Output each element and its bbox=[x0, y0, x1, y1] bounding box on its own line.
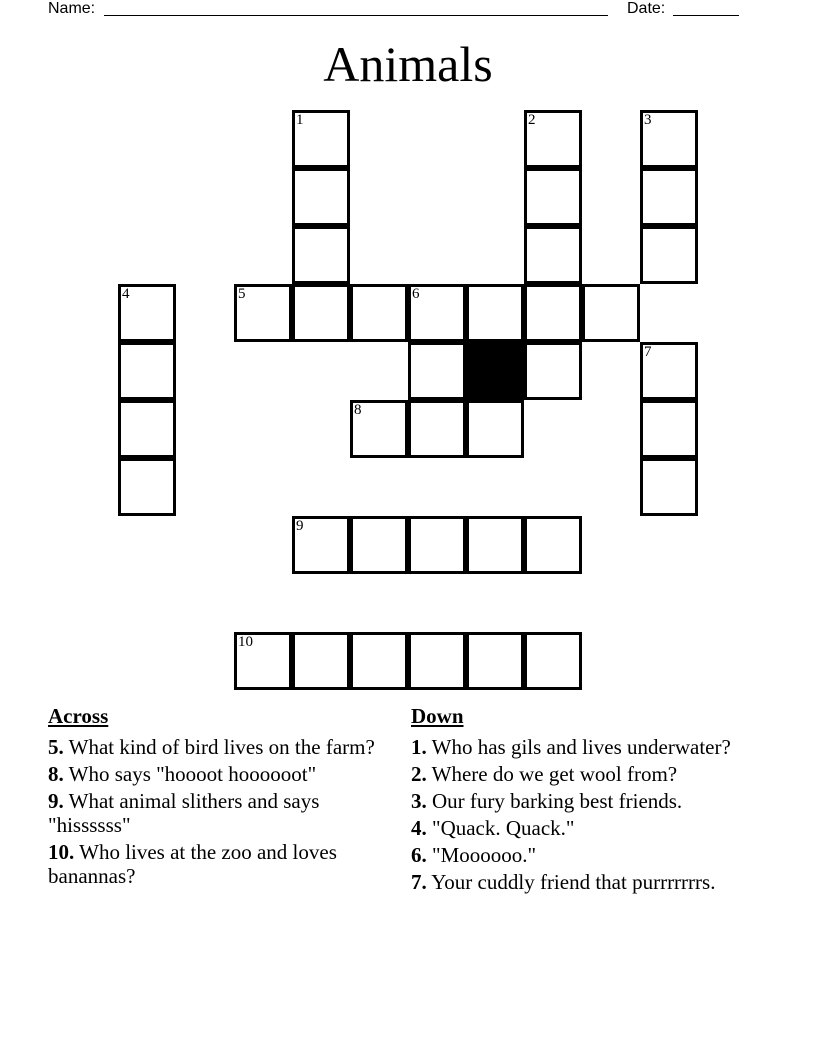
grid-cell[interactable] bbox=[524, 516, 582, 574]
clue-text: Our fury barking best friends. bbox=[432, 789, 683, 813]
grid-cell[interactable] bbox=[234, 284, 292, 342]
grid-cell[interactable] bbox=[524, 342, 582, 400]
clue-number: 3. bbox=[411, 789, 427, 813]
grid-cell[interactable] bbox=[292, 168, 350, 226]
grid-cell[interactable] bbox=[640, 342, 698, 400]
clue-text: Who lives at the zoo and loves banannas? bbox=[48, 840, 337, 888]
down-clue bbox=[411, 735, 761, 759]
clue-number: 4. bbox=[411, 816, 427, 840]
clue-number: 7. bbox=[411, 870, 427, 894]
clue-text: "Moooooo." bbox=[432, 843, 537, 867]
grid-cell[interactable] bbox=[292, 516, 350, 574]
grid-cell[interactable] bbox=[466, 632, 524, 690]
cell-number: 7 bbox=[644, 344, 652, 360]
cell-number: 3 bbox=[644, 112, 652, 128]
cell-number: 9 bbox=[296, 518, 304, 534]
grid-cell[interactable] bbox=[292, 226, 350, 284]
clue-text: Who says "hoooot hoooooot" bbox=[68, 762, 317, 786]
grid-cell[interactable] bbox=[466, 516, 524, 574]
across-clue bbox=[48, 762, 383, 786]
cell-number: 8 bbox=[354, 402, 362, 418]
across-clue bbox=[48, 789, 383, 837]
grid-cell[interactable] bbox=[466, 400, 524, 458]
grid-cell[interactable] bbox=[350, 516, 408, 574]
grid-cell[interactable] bbox=[524, 632, 582, 690]
clue-number: 2. bbox=[411, 762, 427, 786]
down-clue bbox=[411, 870, 761, 894]
grid-cell[interactable] bbox=[524, 226, 582, 284]
grid-cell[interactable] bbox=[524, 110, 582, 168]
grid-cell[interactable] bbox=[292, 284, 350, 342]
clue-number: 8. bbox=[48, 762, 64, 786]
grid-cell[interactable] bbox=[582, 284, 640, 342]
grid-cell[interactable] bbox=[640, 110, 698, 168]
grid-cell[interactable] bbox=[292, 632, 350, 690]
grid-cell[interactable] bbox=[350, 284, 408, 342]
clue-text: Your cuddly friend that purrrrrrrs. bbox=[431, 870, 716, 894]
grid-cell[interactable] bbox=[292, 110, 350, 168]
grid-cell[interactable] bbox=[524, 284, 582, 342]
cell-number: 5 bbox=[238, 286, 246, 302]
grid-cell[interactable] bbox=[408, 284, 466, 342]
grid-cell[interactable] bbox=[234, 632, 292, 690]
grid-cell[interactable] bbox=[408, 632, 466, 690]
clue-text: What animal slithers and says "hissssss" bbox=[48, 789, 320, 837]
grid-cell[interactable] bbox=[408, 400, 466, 458]
grid-cell[interactable] bbox=[350, 632, 408, 690]
clue-text: Where do we get wool from? bbox=[431, 762, 678, 786]
grid-cell[interactable] bbox=[118, 284, 176, 342]
cell-number: 1 bbox=[296, 112, 304, 128]
date-label: Date: bbox=[627, 0, 666, 17]
clue-text: "Quack. Quack." bbox=[432, 816, 575, 840]
grid-cell[interactable] bbox=[118, 342, 176, 400]
cell-number: 2 bbox=[528, 112, 536, 128]
down-clue bbox=[411, 843, 761, 867]
cell-number: 6 bbox=[412, 286, 420, 302]
clue-text: What kind of bird lives on the farm? bbox=[68, 735, 375, 759]
down-clue bbox=[411, 789, 761, 813]
grid-cell[interactable] bbox=[118, 400, 176, 458]
clue-text: Who has gils and lives underwater? bbox=[431, 735, 731, 759]
grid-cell[interactable] bbox=[408, 342, 466, 400]
clue-number: 10. bbox=[48, 840, 75, 864]
grid-cell[interactable] bbox=[640, 458, 698, 516]
grid-cell[interactable] bbox=[524, 168, 582, 226]
name-label: Name: bbox=[48, 0, 96, 17]
across-clue bbox=[48, 840, 383, 888]
grid-cell[interactable] bbox=[466, 284, 524, 342]
clue-number: 9. bbox=[48, 789, 64, 813]
down-clue bbox=[411, 816, 761, 840]
across-heading: Across bbox=[48, 704, 109, 728]
grid-cell-blocked bbox=[466, 342, 524, 400]
clue-number: 5. bbox=[48, 735, 64, 759]
across-clues bbox=[48, 703, 383, 891]
down-clues bbox=[411, 703, 761, 897]
cell-number: 4 bbox=[122, 286, 130, 302]
clue-number: 6. bbox=[411, 843, 427, 867]
down-heading: Down bbox=[411, 704, 464, 728]
puzzle-title: Animals bbox=[323, 36, 493, 92]
across-clue bbox=[48, 735, 383, 759]
grid-cell[interactable] bbox=[408, 516, 466, 574]
grid-cell[interactable] bbox=[350, 400, 408, 458]
cell-number: 10 bbox=[238, 634, 253, 650]
down-clue bbox=[411, 762, 761, 786]
grid-cell[interactable] bbox=[640, 400, 698, 458]
clue-number: 1. bbox=[411, 735, 427, 759]
grid-cell[interactable] bbox=[118, 458, 176, 516]
grid-cell[interactable] bbox=[640, 226, 698, 284]
grid-cell[interactable] bbox=[640, 168, 698, 226]
